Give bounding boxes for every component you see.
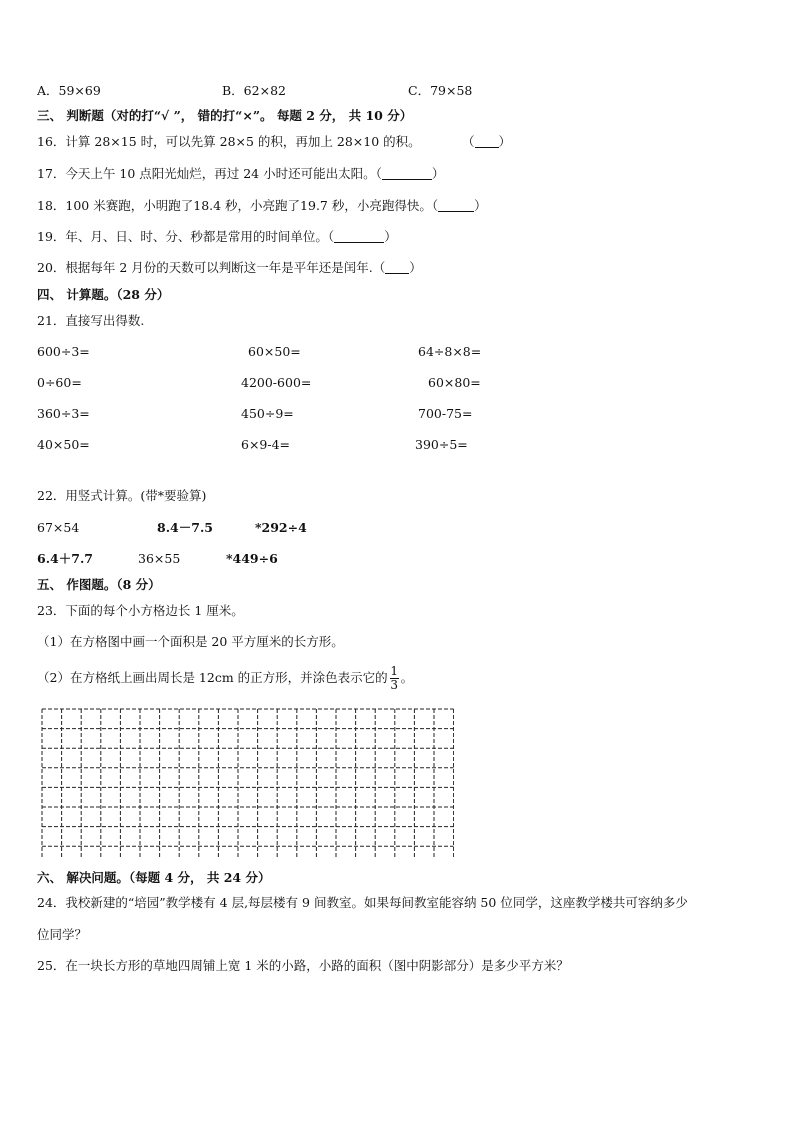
question-21: 21．直接写出得数. [37,313,145,328]
question-24-continued: 位同学？ [37,927,88,942]
question-23-part-2 [37,664,413,692]
option-b: B．62×82 [222,83,286,98]
option-a: A．59×69 [37,83,101,98]
answer-16 [462,134,511,150]
paren-close: ） [498,134,512,149]
calc-item: 60×80= [428,375,481,390]
question-16-text: 16．计算 28×15 时，可以先算 28×5 的积，再加上 28×10 的积。 [37,134,421,149]
section-3-title: 三、 判断题（对的打“√ ”， 错的打“×”。 每题 2 分， 共 10 分） [37,108,413,123]
calc-item: 0÷60= [37,375,82,390]
question-25: 25．在一块长方形的草地四周铺上宽 1 米的小路，小路的面积（图中阴影部分）是多少平方米？ [37,958,569,973]
answer-blank[interactable] [475,135,499,148]
paren-close: ） [474,198,487,213]
question-18-text: 18．100 米赛跑，小明跑了18.4 秒，小亮跑了19.7 秒，小亮跑得快。 [37,198,432,213]
paren-open: （ [375,166,382,181]
fraction-denominator: 3 [390,678,398,692]
calc-item: 60×50= [248,344,301,359]
section-6-title: 六、 解决问题。（每题 4 分， 共 24 分） [37,870,271,885]
question-17-text: 17．今天上午 10 点阳光灿烂，再过 24 小时还可能出太阳。 [37,166,376,181]
question-23: 23．下面的每个小方格边长 1 厘米。 [37,603,244,618]
fraction-one-third [390,665,399,692]
vertical-calc-item: 67×54 [37,520,80,535]
question-17 [37,166,444,182]
vertical-calc-item: 36×55 [138,551,181,566]
question-16 [37,134,421,150]
fraction-numerator: 1 [390,664,398,678]
question-24: 24．我校新建的“培园”教学楼有 4 层,每层楼有 9 间教室。如果每间教室能容纳 50 位同学，这座教学楼共可容纳多少 [37,895,688,910]
answer-blank[interactable] [438,199,474,212]
calc-item: 700-75= [418,406,473,421]
paren-open: （ [372,260,386,275]
option-c: C．79×58 [408,83,473,98]
answer-blank[interactable] [382,167,432,180]
paren-close: ） [431,166,445,181]
paren-open: （ [431,198,439,213]
question-18 [37,198,487,214]
calc-item: 390÷5= [415,437,468,452]
calc-item: 360÷3= [37,406,90,421]
paren-close: ） [384,229,397,244]
vertical-calc-item: 6.4＋7.7 [37,551,93,566]
vertical-calc-item: *292÷4 [255,520,307,535]
question-23-part-2-end: 。 [400,670,414,685]
section-5-title: 五、 作图题。（8 分） [37,577,161,592]
question-23-part-2-text: （2）在方格纸上画出周长是 12cm 的正方形，并涂色表示它的 [37,670,388,685]
paren-close: ） [409,260,422,275]
section-4-title: 四、 计算题。（28 分） [37,287,170,302]
answer-blank[interactable] [385,261,409,274]
question-19-text: 19．年、月、日、时、分、秒都是常用的时间单位。 [37,229,328,244]
question-22: 22．用竖式计算。(带*要验算) [37,488,207,503]
paren-open: （ [462,134,475,149]
calc-item: 600÷3= [37,344,90,359]
question-20-text: 20．根据每年 2 月份的天数可以判断这一年是平年还是闰年. [37,260,373,275]
vertical-calc-item: *449÷6 [226,551,278,566]
calc-item: 40×50= [37,437,90,452]
calc-item: 6×9-4= [241,437,291,452]
answer-blank[interactable] [334,230,384,243]
question-19 [37,229,397,245]
question-23-part-1: （1）在方格图中画一个面积是 20 平方厘米的长方形。 [37,634,344,649]
paren-open: （ [327,229,335,244]
calc-item: 64÷8×8= [418,344,482,359]
vertical-calc-item: 8.4－7.5 [157,520,213,535]
square-grid-paper[interactable] [40,707,454,857]
calc-item: 4200-600= [241,375,312,390]
question-20 [37,260,422,276]
calc-item: 450÷9= [241,406,294,421]
